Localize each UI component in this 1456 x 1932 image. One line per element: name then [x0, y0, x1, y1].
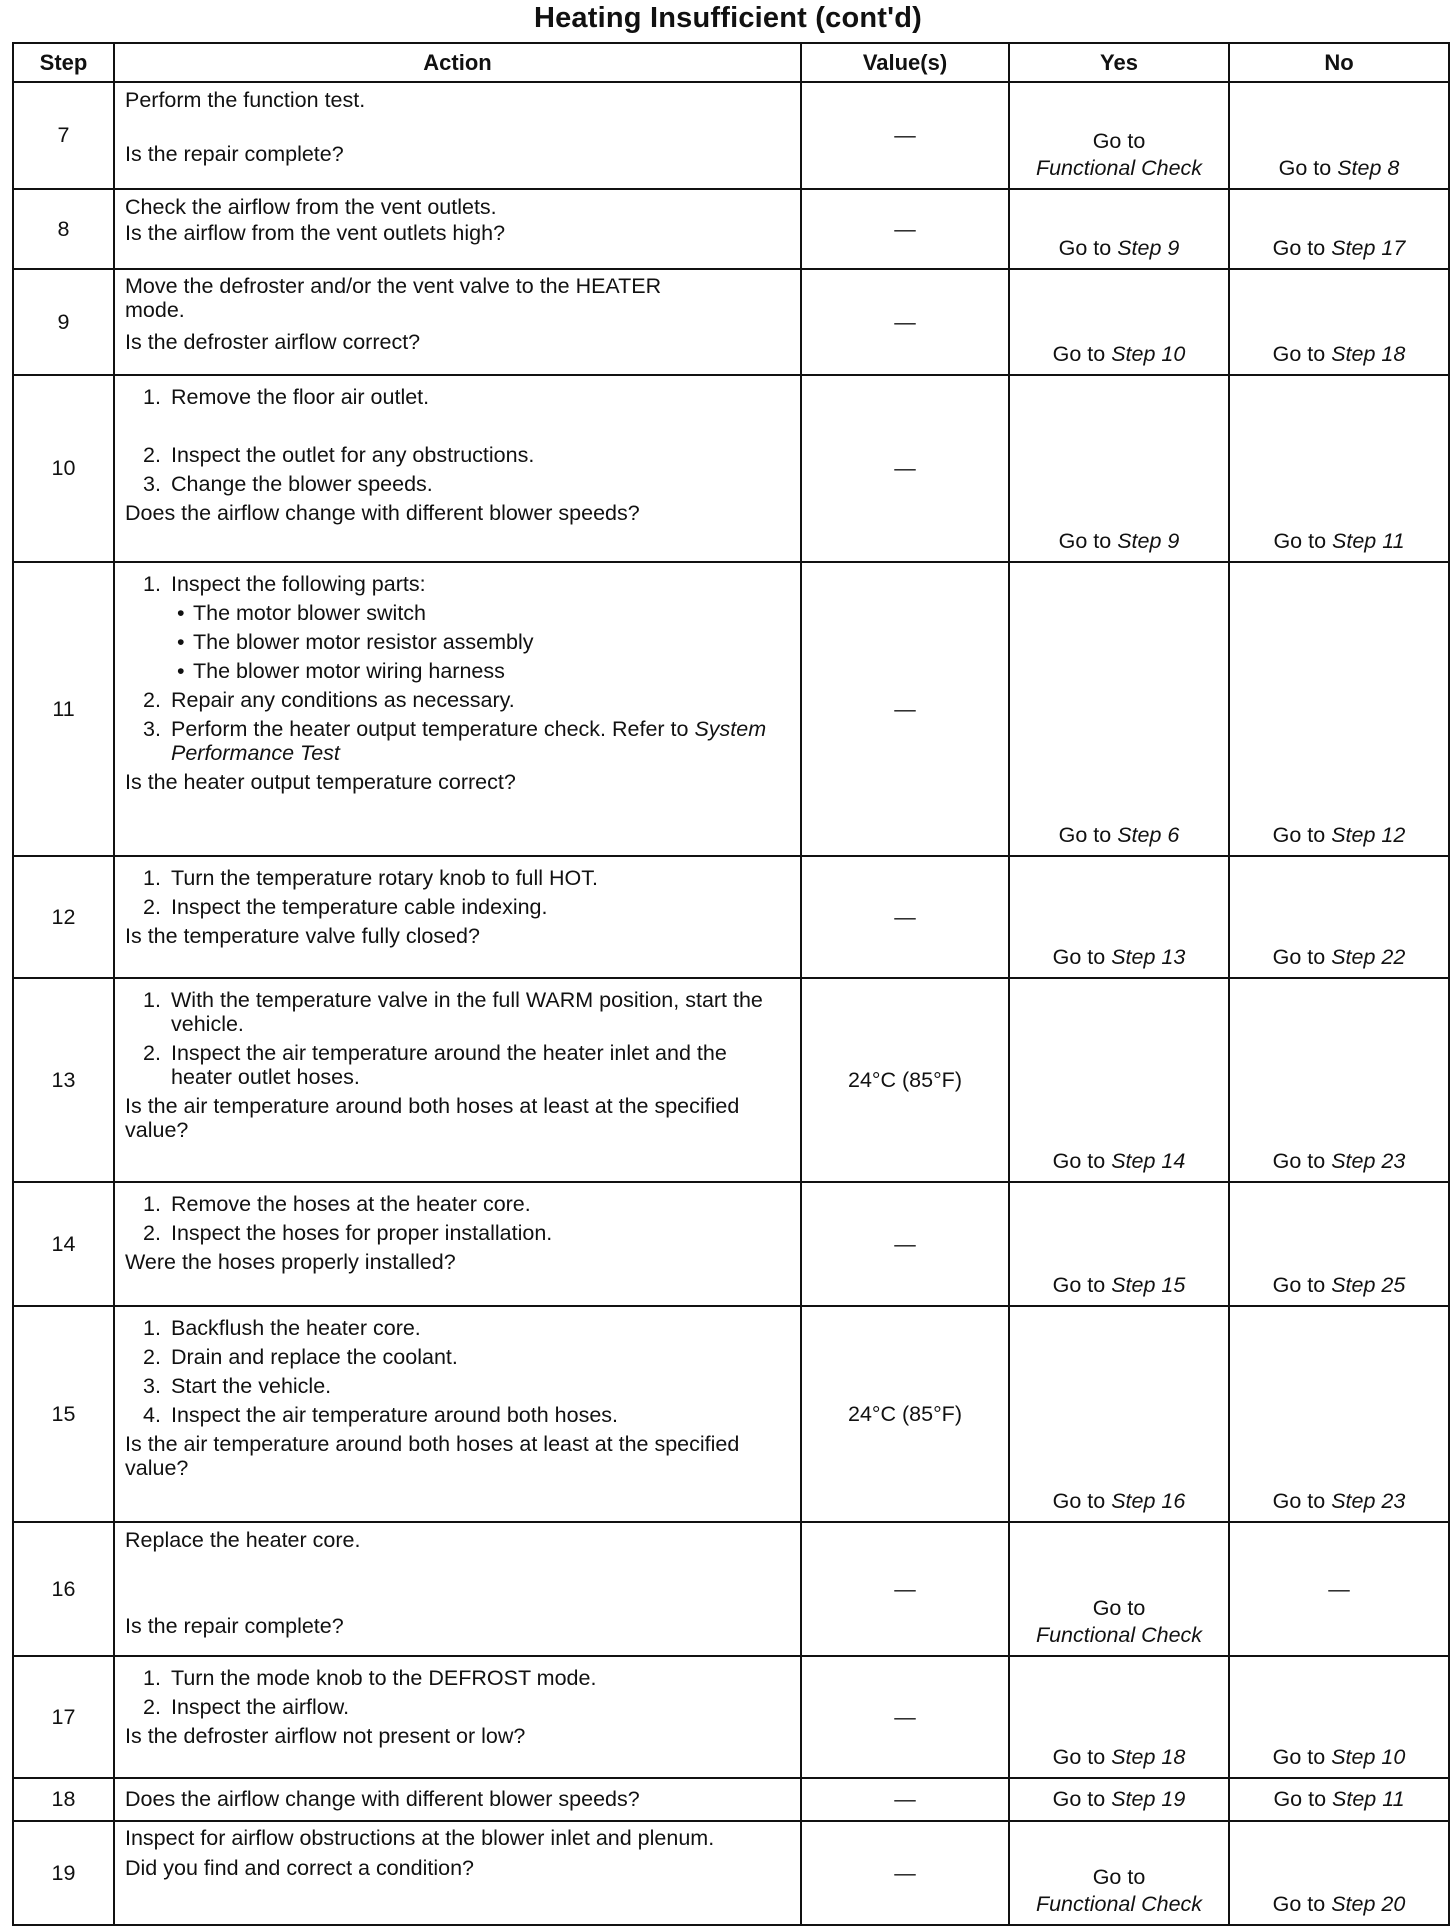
action-step: Inspect the temperature cable indexing.: [171, 895, 548, 919]
yes-link[interactable]: Step 18: [1111, 1745, 1186, 1769]
yes-text: Go to: [1092, 129, 1146, 153]
no-link[interactable]: Step 12: [1331, 823, 1406, 847]
yes-link[interactable]: Step 9: [1117, 236, 1180, 260]
no-link[interactable]: Step 23: [1331, 1489, 1406, 1513]
action-question: Is the temperature valve fully closed?: [125, 924, 480, 948]
action-text: Move the defroster and/or the vent valve to the HEATER mode.: [125, 274, 662, 322]
header-action: Action: [114, 43, 801, 82]
header-yes: Yes: [1009, 43, 1229, 82]
action-step: Inspect the hoses for proper installation.: [171, 1221, 553, 1245]
no-link[interactable]: Step 11: [1332, 1787, 1405, 1811]
yes-link[interactable]: Functional Check: [1035, 156, 1203, 180]
yes-text: Go to: [1052, 1273, 1106, 1297]
action-text: Check the airflow from the vent outlets.: [125, 195, 497, 219]
no-link[interactable]: Step 17: [1331, 236, 1406, 260]
action-cell: [114, 189, 801, 269]
yes-text: Go to: [1092, 1865, 1146, 1889]
action-step: Remove the floor air outlet.: [171, 385, 430, 409]
action-cell: [114, 1522, 801, 1656]
action-cell: [114, 1182, 801, 1306]
table-row: [13, 82, 1449, 189]
header-values: Value(s): [801, 43, 1009, 82]
action-question: Were the hoses properly installed?: [125, 1250, 456, 1274]
action-question: Did you find and correct a condition?: [125, 1856, 474, 1880]
step-number: 7: [13, 82, 114, 189]
no-text: Go to: [1272, 1489, 1326, 1513]
action-question: Is the repair complete?: [125, 1614, 344, 1638]
parts-item: • The blower motor resistor assembly: [193, 630, 792, 654]
yes-text: Go to: [1052, 945, 1106, 969]
action-question: Is the airflow from the vent outlets high?: [125, 221, 506, 245]
table-row: [13, 1821, 1449, 1925]
yes-link[interactable]: Step 10: [1111, 342, 1186, 366]
step-number: 13: [13, 978, 114, 1182]
value-cell: —: [801, 1182, 1009, 1306]
action-steps: [125, 572, 792, 765]
action-steps: [125, 1316, 792, 1427]
table-row: [13, 375, 1449, 562]
yes-link[interactable]: Step 13: [1111, 945, 1186, 969]
parts-item: • The motor blower switch: [193, 601, 792, 625]
value-cell: —: [801, 1522, 1009, 1656]
no-text: Go to: [1272, 823, 1326, 847]
yes-link[interactable]: Step 19: [1111, 1787, 1186, 1811]
action-step-text: Perform the heater output temperature check. Refer to: [171, 717, 689, 741]
value-cell: —: [801, 856, 1009, 978]
yes-text: Go to: [1058, 823, 1112, 847]
no-cell: [1229, 82, 1449, 189]
table-row: [13, 856, 1449, 978]
action-step: Backflush the heater core.: [171, 1316, 421, 1340]
no-cell: [1229, 1182, 1449, 1306]
action-cell: [114, 856, 801, 978]
action-question: Is the air temperature around both hoses at least at the specified value?: [125, 1432, 740, 1480]
yes-text: Go to: [1052, 1489, 1106, 1513]
value-cell: —: [801, 562, 1009, 856]
table-row: [13, 1656, 1449, 1778]
step-number: 12: [13, 856, 114, 978]
action-question: Is the repair complete?: [125, 142, 344, 166]
action-step: Start the vehicle.: [171, 1374, 332, 1398]
no-link[interactable]: Step 25: [1331, 1273, 1406, 1297]
action-steps: [125, 1192, 792, 1245]
yes-cell: [1009, 1522, 1229, 1656]
yes-text: Go to: [1052, 342, 1106, 366]
value-cell: —: [801, 189, 1009, 269]
yes-cell: [1009, 1656, 1229, 1778]
yes-link[interactable]: Step 14: [1111, 1149, 1186, 1173]
yes-link[interactable]: Functional Check: [1035, 1623, 1203, 1647]
action-step: Drain and replace the coolant.: [171, 1345, 458, 1369]
action-steps: [125, 866, 792, 919]
no-link[interactable]: Step 20: [1331, 1892, 1406, 1916]
table-row: [13, 562, 1449, 856]
parts-list: [171, 601, 792, 683]
yes-cell: [1009, 856, 1229, 978]
yes-text: Go to: [1052, 1745, 1106, 1769]
value-cell: 24°C (85°F): [801, 978, 1009, 1182]
no-cell: [1229, 1656, 1449, 1778]
no-link[interactable]: Step 11: [1332, 529, 1405, 553]
yes-text: Go to: [1052, 1787, 1106, 1811]
no-text: Go to: [1273, 1787, 1327, 1811]
no-cell: [1229, 1778, 1449, 1821]
yes-link[interactable]: Step 15: [1111, 1273, 1186, 1297]
action-question: Does the airflow change with different blower speeds?: [125, 1786, 640, 1811]
action-question: Is the defroster airflow correct?: [125, 330, 421, 354]
yes-cell: [1009, 1306, 1229, 1522]
step-number: 8: [13, 189, 114, 269]
yes-cell: [1009, 269, 1229, 375]
yes-cell: [1009, 1182, 1229, 1306]
yes-cell: [1009, 82, 1229, 189]
value-cell: —: [801, 1821, 1009, 1925]
table-row: [13, 1778, 1449, 1821]
no-cell: [1229, 1306, 1449, 1522]
no-cell: [1229, 856, 1449, 978]
step-number: 18: [13, 1778, 114, 1821]
table-row: [13, 978, 1449, 1182]
step-number: 17: [13, 1656, 114, 1778]
action-steps: [125, 1666, 792, 1719]
table-row: [13, 1306, 1449, 1522]
no-cell: [1229, 1821, 1449, 1925]
action-step: Change the blower speeds.: [171, 472, 433, 496]
action-cell: [114, 1778, 801, 1821]
no-text: Go to: [1272, 1273, 1326, 1297]
no-text: Go to: [1272, 945, 1326, 969]
no-link[interactable]: Step 22: [1331, 945, 1406, 969]
action-step: Inspect the outlet for any obstructions.: [171, 443, 535, 467]
action-step: With the temperature valve in the full WARM position, start the vehicle.: [171, 988, 763, 1036]
header-no: No: [1229, 43, 1449, 82]
value-cell: —: [801, 1656, 1009, 1778]
yes-link[interactable]: Step 6: [1117, 823, 1180, 847]
yes-text: Go to: [1058, 529, 1112, 553]
action-cell: [114, 82, 801, 189]
no-cell: [1229, 269, 1449, 375]
reference-link[interactable]: System Performance Test: [171, 717, 767, 765]
action-steps: [125, 988, 792, 1089]
action-cell: [114, 562, 801, 856]
action-cell: [114, 1306, 801, 1522]
action-step: [171, 572, 792, 683]
yes-cell: [1009, 375, 1229, 562]
action-step: Inspect the airflow.: [171, 1695, 350, 1719]
action-cell: [114, 1821, 801, 1925]
step-number: 15: [13, 1306, 114, 1522]
action-step: Inspect the air temperature around the heater inlet and the heater outlet hoses.: [171, 1041, 727, 1089]
step-number: 9: [13, 269, 114, 375]
page-title: Heating Insufficient (cont'd): [533, 2, 923, 34]
no-link[interactable]: Step 8: [1337, 156, 1400, 180]
action-step: [171, 717, 771, 765]
no-text: Go to: [1273, 529, 1327, 553]
step-number: 11: [13, 562, 114, 856]
no-cell: [1229, 189, 1449, 269]
value-cell: —: [801, 1778, 1009, 1821]
yes-cell: [1009, 978, 1229, 1182]
no-link[interactable]: Step 18: [1331, 342, 1406, 366]
step-number: 10: [13, 375, 114, 562]
table-row: [13, 269, 1449, 375]
no-text: Go to: [1278, 156, 1332, 180]
action-text: Inspect for airflow obstructions at the blower inlet and plenum.: [125, 1826, 715, 1850]
table-row: [13, 1182, 1449, 1306]
action-step-text: Inspect the following parts:: [171, 572, 426, 596]
no-link[interactable]: Step 10: [1331, 1745, 1406, 1769]
action-text: Perform the function test.: [125, 88, 366, 112]
action-question: Does the airflow change with different blower speeds?: [125, 501, 640, 525]
value-cell: —: [801, 82, 1009, 189]
table-row: [13, 189, 1449, 269]
no-cell: [1229, 978, 1449, 1182]
value-cell: —: [801, 375, 1009, 562]
action-step: Repair any conditions as necessary.: [171, 688, 515, 712]
yes-text: Go to: [1058, 236, 1112, 260]
action-cell: [114, 978, 801, 1182]
yes-cell: [1009, 562, 1229, 856]
no-text: Go to: [1272, 236, 1326, 260]
action-question: Is the defroster airflow not present or low?: [125, 1724, 526, 1748]
no-cell: [1229, 562, 1449, 856]
yes-cell: [1009, 1821, 1229, 1925]
action-cell: [114, 375, 801, 562]
no-cell: [1229, 375, 1449, 562]
value-cell: —: [801, 269, 1009, 375]
yes-cell: [1009, 189, 1229, 269]
action-question: Is the heater output temperature correct?: [125, 770, 516, 794]
yes-link[interactable]: Step 16: [1111, 1489, 1186, 1513]
no-text: Go to: [1272, 1745, 1326, 1769]
no-link[interactable]: Step 23: [1331, 1149, 1406, 1173]
action-step: Turn the mode knob to the DEFROST mode.: [171, 1666, 597, 1690]
no-text: Go to: [1272, 342, 1326, 366]
yes-text: Go to: [1052, 1149, 1106, 1173]
yes-text: Go to: [1092, 1596, 1146, 1620]
action-step: Remove the hoses at the heater core.: [171, 1192, 531, 1216]
action-cell: [114, 1656, 801, 1778]
step-number: 19: [13, 1821, 114, 1925]
step-number: 14: [13, 1182, 114, 1306]
yes-link[interactable]: Functional Check: [1035, 1892, 1203, 1916]
action-step: Turn the temperature rotary knob to full HOT.: [171, 866, 598, 890]
header-step: Step: [13, 43, 114, 82]
table-header-row: [13, 43, 1449, 82]
action-cell: [114, 269, 801, 375]
action-step: Inspect the air temperature around both hoses.: [171, 1403, 618, 1427]
no-text: —: [1328, 1576, 1350, 1601]
step-number: 16: [13, 1522, 114, 1656]
value-cell: 24°C (85°F): [801, 1306, 1009, 1522]
action-question: Is the air temperature around both hoses at least at the specified value?: [125, 1094, 740, 1142]
yes-cell: [1009, 1778, 1229, 1821]
no-text: Go to: [1272, 1149, 1326, 1173]
no-cell: [1229, 1522, 1449, 1656]
action-steps: [125, 385, 792, 496]
no-text: Go to: [1272, 1892, 1326, 1916]
parts-item: • The blower motor wiring harness: [193, 659, 792, 683]
action-text: Replace the heater core.: [125, 1528, 361, 1552]
yes-link[interactable]: Step 9: [1117, 529, 1180, 553]
diagnostic-table: [12, 42, 1450, 1926]
table-row: [13, 1522, 1449, 1656]
